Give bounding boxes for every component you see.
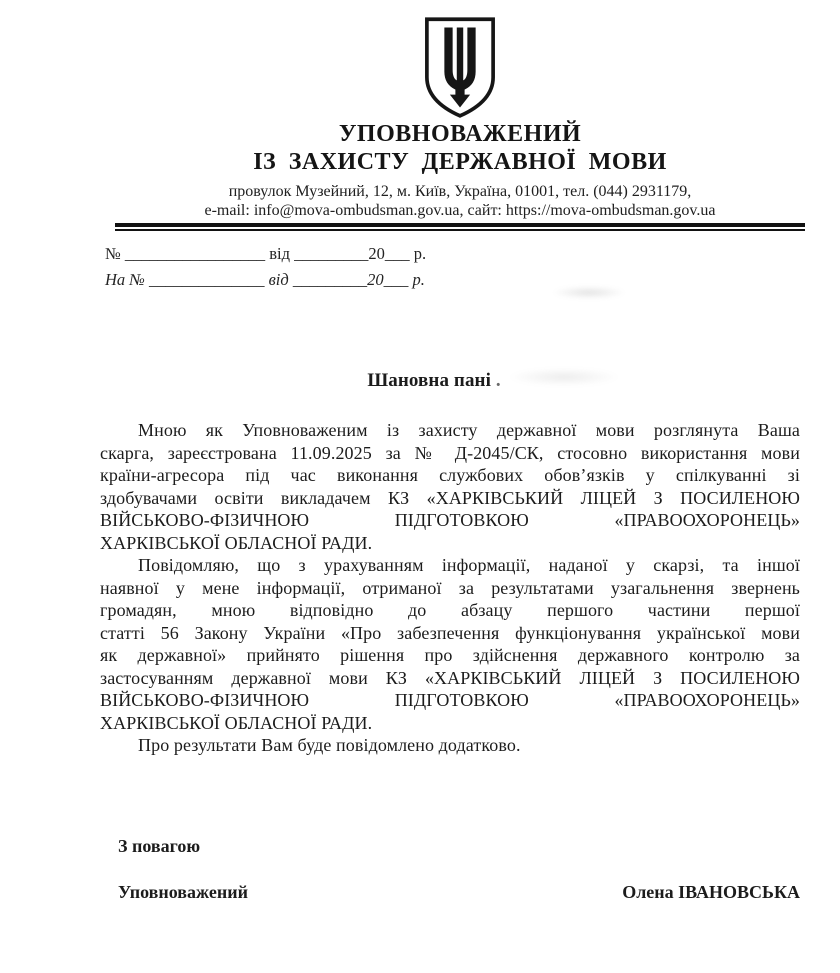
signature-block xyxy=(0,835,840,903)
paragraph-line: скарга, зареєстрована 11.09.2025 за № Д-2045/СК, стосовно використання мови xyxy=(100,442,800,463)
paragraph-line: Повідомляю, що з урахуванням інформації, наданої у скарзі, та іншої xyxy=(138,555,800,575)
signature-row xyxy=(118,881,800,903)
salutation-text: Шановна пані xyxy=(367,370,491,391)
ref-reply-line: На № ______________ від _________20___ р. xyxy=(105,270,425,289)
letter-body xyxy=(100,369,800,757)
paragraph-line: країни-агресора під час виконання службових обов’язків у спілкуванні зі xyxy=(100,465,800,485)
ref-number-line: № _________________ від _________20___ р. xyxy=(105,244,427,263)
org-title-line2: ІЗ ЗАХИСТУ ДЕРЖАВНОЇ МОВИ xyxy=(253,149,667,175)
paragraph-line: ВІЙСЬКОВО-ФІЗИЧНОЮ ПІДГОТОВКОЮ «ПРАВООХОРОНЕЦЬ» xyxy=(100,510,800,530)
org-address: провулок Музейний, 12, м. Київ, Україна, 01001, тел. (044) 2931179, xyxy=(228,183,692,200)
paragraphs xyxy=(100,419,800,757)
org-title-line1: УПОВНОВАЖЕНИЙ xyxy=(338,121,582,147)
paragraph-line: ХАРКІВСЬКОЇ ОБЛАСНОЇ РАДИ. xyxy=(100,532,373,553)
paragraph-3 xyxy=(100,734,800,757)
paragraph-2 xyxy=(100,554,800,734)
letterhead xyxy=(115,16,805,231)
paragraph-line: громадян, мною відповідно до абзацу першого частини першої xyxy=(100,600,800,620)
signer-name: Олена ІВАНОВСЬКА xyxy=(622,881,800,902)
header-divider xyxy=(115,223,805,231)
org-contacts: e-mail: info@mova-ombudsman.gov.ua, сайт: https://mova-ombudsman.gov.ua xyxy=(204,202,716,219)
paragraph-line: ВІЙСЬКОВО-ФІЗИЧНОЮ ПІДГОТОВКОЮ «ПРАВООХОРОНЕЦЬ» xyxy=(100,690,800,710)
paragraph-line: Мною як Уповноваженим із захисту державної мови розглянута Ваша xyxy=(138,420,800,440)
paragraph-line: статті 56 Закону України «Про забезпечення функціонування української мови xyxy=(100,622,800,643)
paragraph-line: ХАРКІВСЬКОЇ ОБЛАСНОЇ РАДИ. xyxy=(100,712,373,733)
signer-position: Уповноважений xyxy=(118,881,248,902)
paragraph-line: наявної у мене інформації, отриманої за результатами узагальнення звернень xyxy=(100,577,800,598)
reference-block xyxy=(105,241,840,293)
closing-phrase: З повагою xyxy=(118,835,201,856)
ukraine-trident-icon xyxy=(115,16,805,120)
salutation xyxy=(100,369,800,393)
redacted-name-mark: . xyxy=(490,370,501,391)
paragraph-line: здобувачами освіти викладачем КЗ «ХАРКІВСЬКИЙ ЛІЦЕЙ З ПОСИЛЕНОЮ xyxy=(100,487,800,508)
paragraph-line: Про результати Вам буде повідомлено додатково. xyxy=(138,735,521,755)
paragraph-1 xyxy=(100,419,800,554)
paragraph-line: як державної» прийнято рішення про здійснення державного контролю за xyxy=(100,645,800,665)
paragraph-line: застосуванням державної мови КЗ «ХАРКІВСЬКИЙ ЛІЦЕЙ З ПОСИЛЕНОЮ xyxy=(100,667,800,688)
